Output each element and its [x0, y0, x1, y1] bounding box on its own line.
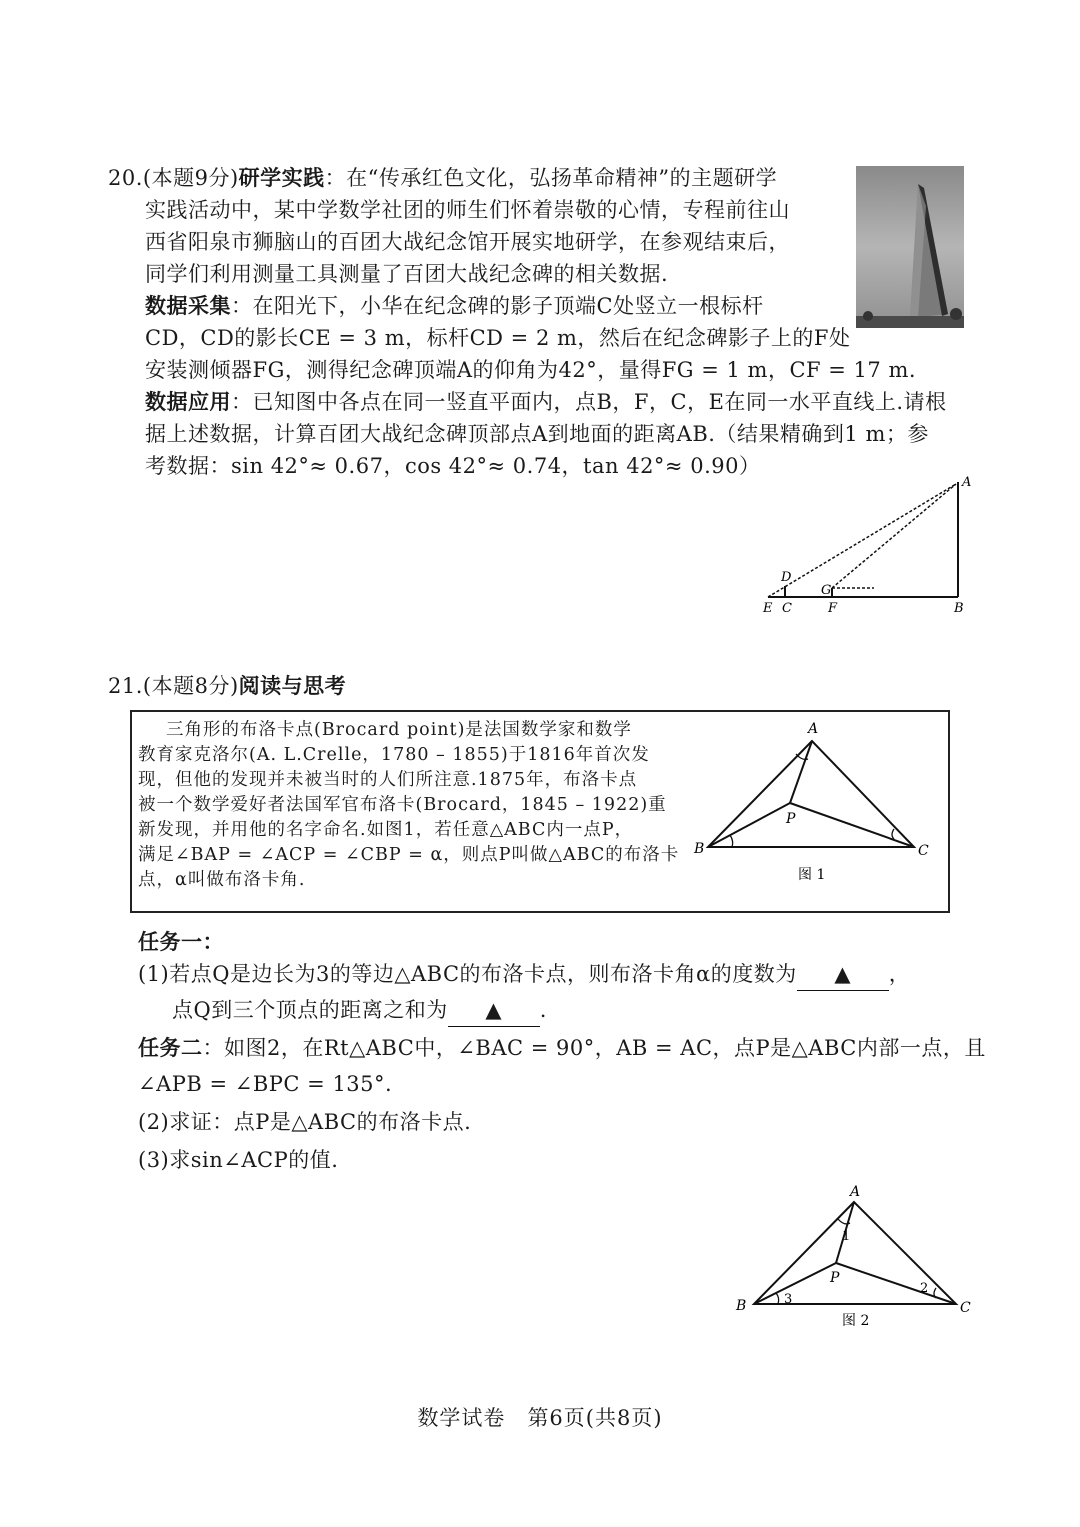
task2-line1	[138, 1032, 986, 1064]
q21-number: 21.	[108, 674, 143, 698]
fig2-label-A: A	[850, 1184, 861, 1200]
box-line: 被一个数学爱好者法国军官布洛卡(Brocard，1845 – 1922)重	[138, 795, 667, 815]
task1-q1-text: (1)若点Q是边长为3的等边△ABC的布洛卡点，则布洛卡角α的度数为	[138, 962, 797, 986]
label-E: E	[763, 601, 773, 616]
fig1-label-B: B	[694, 841, 705, 857]
box-line: 点，α叫做布洛卡角.	[138, 870, 306, 890]
task1-label: 任务一：	[138, 930, 224, 954]
q20-apply-line	[145, 386, 947, 418]
q21-points: (本题8分)	[142, 674, 239, 698]
q21-heading	[108, 670, 346, 702]
fig2-label-B: B	[736, 1298, 747, 1314]
answer-blank-angle[interactable]	[797, 958, 889, 991]
task2-line2: ∠APB = ∠BPC = 135°.	[138, 1072, 393, 1096]
comma: ，	[888, 962, 911, 986]
task2-text: ：如图2，在Rt△ABC中，∠BAC = 90°，AB = AC，点P是△ABC内部一点，且	[202, 1036, 986, 1060]
fig1-caption: 图 1	[798, 867, 826, 883]
label-C: C	[782, 601, 792, 616]
fig1-label-P: P	[786, 811, 796, 827]
task2-label: 任务二	[138, 1036, 203, 1060]
q20-collect-line	[145, 290, 764, 322]
box-line: 三角形的布洛卡点(Brocard point)是法国数学家和数学	[166, 720, 632, 740]
fig2-label-P: P	[830, 1270, 840, 1286]
fig1-label-A: A	[808, 721, 819, 737]
figure-2	[730, 1180, 990, 1330]
q20-figure	[750, 470, 980, 620]
footer-subject: 数学试卷	[417, 1406, 506, 1430]
collect-label: 数据采集	[145, 294, 231, 318]
fig1-label-C: C	[918, 843, 929, 859]
monument-photo	[856, 166, 964, 328]
answer-blank-sum[interactable]	[448, 994, 540, 1027]
q20-intro-text: ：在“传承红色文化，弘扬革命精神”的主题研学	[324, 166, 778, 190]
q20-line-1	[108, 162, 777, 194]
triangle-mark-icon: ▲	[834, 962, 852, 986]
fig2-angle-3: 3	[784, 1292, 793, 1307]
label-B: B	[954, 601, 964, 616]
footer-page: 第6页(共8页)	[527, 1406, 663, 1430]
q20-number: 20.	[108, 166, 143, 190]
q20-collect-line: 安装测倾器FG，测得纪念碑顶端A的仰角为42°，量得FG = 1 m，CF = 17 m.	[145, 358, 917, 382]
triangle-mark-icon: ▲	[485, 998, 503, 1022]
box-line: 现，但他的发现并未被当时的人们所注意.1875年，布洛卡点	[138, 770, 638, 790]
label-D: D	[781, 570, 792, 585]
fig2-label-C: C	[960, 1300, 971, 1316]
apply-text: ：已知图中各点在同一竖直平面内，点B，F，C，E在同一水平直线上.请根	[231, 390, 947, 414]
period: .	[539, 998, 547, 1022]
collect-text: ：在阳光下，小华在纪念碑的影子顶端C处竖立一根标杆	[231, 294, 764, 318]
task1-q1-text-b: 点Q到三个顶点的距离之和为	[172, 998, 448, 1022]
q20-apply-line: 考数据：sin 42°≈ 0.67，cos 42°≈ 0.74，tan 42°≈ 0.90）	[145, 454, 761, 478]
apply-label: 数据应用	[145, 390, 231, 414]
reading-box	[130, 710, 950, 913]
q20-points: (本题9分)	[142, 166, 239, 190]
q20-intro-line: 同学们利用测量工具测量了百团大战纪念碑的相关数据.	[145, 262, 669, 286]
label-F: F	[828, 601, 838, 616]
q21-title: 阅读与思考	[238, 674, 347, 698]
question-3: (3)求sin∠ACP的值.	[138, 1148, 339, 1172]
q20-intro-line: 西省阳泉市狮脑山的百团大战纪念馆开展实地研学，在参观结束后，	[145, 230, 790, 254]
box-line: 满足∠BAP = ∠ACP = ∠CBP = α，则点P叫做△ABC的布洛卡	[138, 845, 680, 865]
q20-title: 研学实践	[238, 166, 325, 190]
q20-apply-line: 据上述数据，计算百团大战纪念碑顶部点A到地面的距离AB.（结果精确到1 m；参	[145, 422, 929, 446]
label-A: A	[962, 475, 972, 490]
page-footer	[0, 1402, 1080, 1432]
q20-collect-line: CD，CD的影长CE = 3 m，标杆CD = 2 m，然后在纪念碑影子上的F处	[145, 326, 851, 350]
fig2-angle-1: 1	[842, 1229, 851, 1244]
box-line: 教育家克洛尔(A. L.Crelle，1780 – 1855)于1816年首次发	[138, 745, 650, 765]
task1-q1-line1	[138, 958, 910, 991]
fig2-caption: 图 2	[842, 1313, 870, 1329]
task1-q1-line2	[172, 994, 547, 1027]
figure-1	[692, 717, 942, 897]
box-line: 新发现，并用他的名字命名.如图1，若任意△ABC内一点P，	[138, 820, 634, 840]
q20-intro-line: 实践活动中，某中学数学社团的师生们怀着崇敬的心情，专程前往山	[145, 198, 790, 222]
question-2: (2)求证：点P是△ABC的布洛卡点.	[138, 1110, 472, 1134]
fig2-angle-2: 2	[920, 1281, 929, 1296]
label-G: G	[821, 583, 832, 598]
